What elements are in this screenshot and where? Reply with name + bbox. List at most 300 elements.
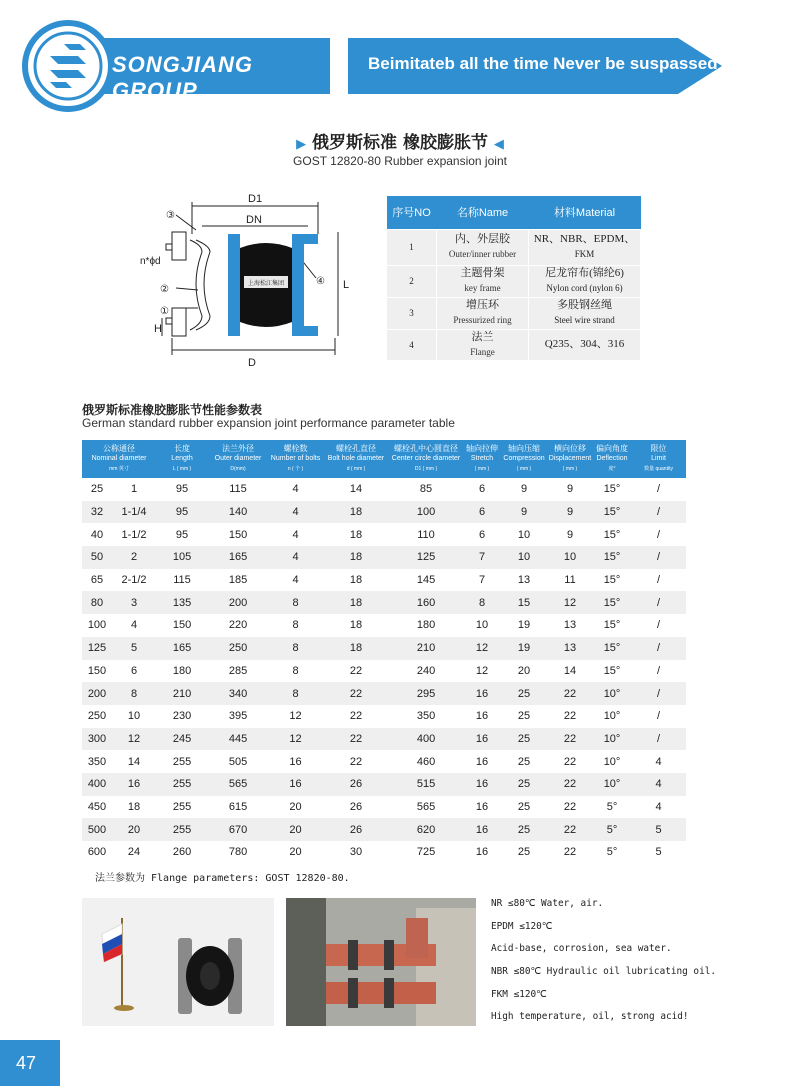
table-cell: 565 [208,773,268,796]
perf-header-en: Nominal diameter [91,455,147,462]
note-line: NBR ≤80℃ Hydraulic oil lubricating oil. [491,966,717,978]
table-cell: 8 [112,682,156,705]
perf-header-en: Number of bolts [270,455,321,462]
material-value-2: Steel wire strand [554,315,615,325]
table-row [82,569,686,592]
table-row [82,728,686,751]
table-cell: 95 [175,528,189,541]
table-cell: 6 [478,483,486,496]
perf-header-unit: ( mm ) [474,466,490,472]
table-cell: 115 [229,483,247,496]
table-cell: 10 [547,546,593,569]
table-cell: 8 [268,637,323,660]
label-bolts: n*ϕd [140,256,161,267]
table-cell: / [631,728,686,751]
label-1: ① [160,306,169,317]
table-cell: / [631,637,686,660]
brand-name: SONGJIANG GROUP [112,52,254,103]
table-cell: 460 [416,755,436,768]
note-line: Acid-base, corrosion, sea water. [491,943,672,955]
table-row [82,682,686,705]
perf-header-cn: 轴向压缩 [508,444,541,453]
table-row [82,523,686,546]
table-cell: 25 [517,800,531,813]
table-cell: 500 [82,818,112,841]
table-cell: 18 [323,637,389,660]
table-cell: 18 [349,528,363,541]
table-cell: 150 [172,619,192,632]
table-cell: 450 [87,800,107,813]
triangle-left-icon: ◀ [493,137,504,152]
table-cell: 150 [228,528,248,541]
table-cell: 255 [172,755,192,768]
table-cell: 25 [501,818,547,841]
installation-photo [286,898,476,1026]
table-row [82,591,686,614]
table-cell: 18 [323,591,389,614]
material-row [387,297,641,329]
table-cell: 22 [349,755,363,768]
perf-header-en: Length [171,455,193,462]
table-cell: 7 [478,574,486,587]
table-cell: 10° [593,773,631,796]
table-cell: 26 [323,818,389,841]
table-cell: 26 [349,800,363,813]
table-cell: 400 [389,728,463,751]
table-cell: / [656,710,661,723]
label-l: L [343,279,350,291]
table-cell: / [631,682,686,705]
table-cell: 22 [349,710,363,723]
table-cell: 230 [172,710,192,723]
table-cell: 105 [156,546,208,569]
table-cell: / [631,591,686,614]
table-cell: 15° [603,483,621,496]
table-cell: 15° [593,591,631,614]
perf-header-unit: ( mm ) [562,466,578,472]
material-header-no: 序号NO [387,196,437,229]
table-cell: 150 [87,664,107,677]
table-cell: 9 [566,483,574,496]
table-cell: 260 [172,846,192,859]
table-cell: / [656,528,661,541]
perf-header-cell [208,440,268,478]
table-cell: 2 [112,546,156,569]
table-cell: 15° [593,637,631,660]
table-row [82,501,686,524]
material-value [529,265,641,297]
table-cell: 22 [547,682,593,705]
perf-header-en: Outer diameter [214,455,262,462]
material-row [387,329,641,360]
table-cell: 32 [82,501,112,524]
table-cell: 110 [417,528,435,541]
material-table [386,196,641,361]
table-cell: 19 [501,637,547,660]
table-cell: 515 [389,773,463,796]
table-cell: 20 [517,664,531,677]
product-title-en: GOST 12820-80 Rubber expansion joint [293,154,507,168]
flange-footnote: 法兰参数为 Flange parameters: GOST 12820-80. [95,873,350,884]
table-cell: 340 [208,682,268,705]
table-cell: 15° [603,528,621,541]
table-cell: 505 [228,755,248,768]
table-cell: 10 [475,619,489,632]
slogan-text: Beimitateb all the time Never be suspassed [368,54,718,73]
table-cell: / [631,501,686,524]
table-cell: 16 [475,800,489,813]
table-cell: 9 [520,483,528,496]
table-cell: 255 [156,818,208,841]
table-row [82,637,686,660]
table-cell: 350 [416,710,436,723]
table-cell: 8 [268,682,323,705]
table-cell: 600 [87,846,107,859]
table-cell: 220 [228,619,248,632]
table-cell: 100 [87,619,107,632]
material-name [437,297,529,329]
table-cell: 16 [463,818,501,841]
table-cell: 9 [501,501,547,524]
table-cell: 24 [127,846,141,859]
table-cell: 615 [228,800,248,813]
page-number: 47 [16,1053,37,1073]
table-cell: 180 [172,664,192,677]
table-cell: 240 [416,664,436,677]
table-cell: 95 [175,483,189,496]
table-cell: 210 [389,637,463,660]
table-cell: 4 [130,619,138,632]
table-cell: 16 [475,710,489,723]
logo-mark-icon [28,26,108,106]
table-cell: 4 [655,755,662,768]
table-cell: 95 [156,501,208,524]
product-photo [82,898,274,1026]
note-line: FKM ≤120℃ [491,988,547,1000]
material-name-cn: 主题骨架 [460,267,505,279]
perf-header-cell [323,440,389,478]
table-cell: 8 [292,619,299,632]
table-cell: / [656,664,661,677]
material-value-1: NR、NBR、EPDM、 [533,233,636,245]
table-cell: 22 [563,710,577,723]
table-cell: 250 [208,637,268,660]
table-cell: 125 [82,637,112,660]
table-cell: 255 [172,800,192,813]
table-cell: 4 [631,773,686,796]
table-cell: 85 [419,483,433,496]
product-title-cn-text: 俄罗斯标准 橡胶膨胀节 [312,133,488,153]
table-cell: 14 [127,755,141,768]
table-cell: 185 [228,574,248,587]
table-cell: 10° [603,710,621,723]
table-cell: 5° [606,846,618,859]
table-cell: 6 [478,528,486,541]
table-cell: 16 [268,773,323,796]
table-row [82,660,686,683]
table-cell: 200 [82,682,112,705]
table-cell: 400 [82,773,112,796]
table-cell: 12 [268,728,323,751]
material-value-2: FKM [574,249,595,259]
table-cell: 16 [475,846,489,859]
table-cell: 16 [289,755,302,768]
table-cell: 140 [208,501,268,524]
table-cell: 25 [517,710,531,723]
material-value-2: Nylon cord (nylon 6) [546,283,623,293]
table-cell: 300 [82,728,112,751]
perf-header-cn: 横向位移 [554,444,587,453]
table-cell: 50 [82,546,112,569]
table-cell: 165 [156,637,208,660]
section-title-cn: 俄罗斯标准橡胶膨胀节性能参数表 [82,403,263,417]
perf-header-unit: 度° [608,466,616,472]
triangle-right-icon: ▶ [296,137,307,152]
perf-header-en: Bolt hole diameter [327,455,385,462]
table-cell: 285 [228,664,248,677]
table-cell: 9 [566,528,574,541]
table-cell: 15° [593,546,631,569]
perf-header-en: Displacement [548,455,592,462]
table-cell: 25 [501,682,547,705]
table-row [82,705,686,728]
material-no: 1 [387,229,437,265]
table-cell: 14 [563,664,577,677]
perf-header-unit: ( mm ) [516,466,532,472]
table-cell: / [656,619,661,632]
table-cell: 135 [156,591,208,614]
perf-header-en: Compression [503,455,545,462]
table-cell: 145 [416,574,436,587]
note-line: High temperature, oil, strong acid! [491,1011,689,1023]
perf-header-unit: D(mm) [230,466,246,472]
material-name [437,265,529,297]
table-cell: 18 [323,501,389,524]
material-header-material: 材料Material [529,196,641,229]
perf-header-cell [389,440,463,478]
perf-header-cell [593,440,631,478]
table-cell: 22 [547,818,593,841]
table-cell: 18 [349,574,363,587]
table-cell: 11 [564,574,576,587]
industrial-pipe-illustration [286,898,476,1026]
material-name-cn: 增压环 [466,299,499,311]
table-cell: 12 [289,710,302,723]
table-cell: 25 [501,773,547,796]
table-cell: 780 [228,846,248,859]
table-cell: / [631,546,686,569]
perf-header-unit: D1 ( mm ) [414,466,438,472]
table-cell: 20 [289,846,302,859]
perf-header-cn: 限位 [650,444,667,453]
label-h: H [154,323,162,335]
table-cell: 1-1/4 [112,501,156,524]
perf-header-cn: 长度 [174,444,191,453]
table-cell: 16 [463,682,501,705]
table-cell: 725 [416,846,436,859]
table-cell: 25 [90,483,104,496]
material-value-1: Q235、304、316 [544,338,625,350]
perf-header-unit: n ( 个 ) [287,466,304,472]
perf-header-cn: 偏向角度 [596,444,629,453]
material-no: 3 [387,297,437,329]
table-row [82,614,686,637]
material-value [529,297,641,329]
joint-drawing [140,190,360,370]
table-cell: / [656,574,661,587]
table-cell: 22 [323,682,389,705]
perf-header-cn: 螺栓孔中心圆直径 [394,444,459,453]
table-cell: 65 [90,574,104,587]
perf-header-cell [156,440,208,478]
table-cell: 565 [416,800,436,813]
table-cell: 125 [389,546,463,569]
material-value [529,329,641,360]
material-name-en: Pressurized ring [453,315,512,325]
note-line: EPDM ≤120℃ [491,920,553,932]
material-no: 2 [387,265,437,297]
material-value-1: 尼龙帘布(锦纶6) [545,267,624,279]
table-cell: 20 [268,818,323,841]
table-cell: 30 [349,846,363,859]
table-cell: 15° [593,501,631,524]
table-cell: 5° [606,800,618,813]
table-cell: 22 [323,728,389,751]
table-cell: 180 [416,619,436,632]
table-cell: 22 [547,728,593,751]
table-cell: 250 [87,710,107,723]
table-cell: 22 [563,800,577,813]
table-cell: 165 [208,546,268,569]
table-cell: 10 [517,528,531,541]
expansion-joint-diagram [140,190,360,370]
table-cell: 15 [501,591,547,614]
table-cell: 10 [501,546,547,569]
label-dn: DN [246,214,262,226]
material-row [387,229,641,265]
table-cell: 100 [389,501,463,524]
table-cell: 9 [547,501,593,524]
perf-header-cell [268,440,323,478]
table-cell: 3 [112,591,156,614]
table-cell: 5° [593,818,631,841]
rubber-joint-photo-illustration [82,898,274,1026]
company-logo [22,20,114,112]
section-title-en: German standard rubber expansion joint performance parameter table [82,416,455,430]
perf-header-cn: 螺栓孔直径 [336,444,377,453]
perf-header-cn: 公称通径 [103,444,135,453]
table-cell: 4 [292,574,299,587]
material-row [387,265,641,297]
product-title-cn [0,128,800,153]
material-header-name: 名称Name [437,196,529,229]
table-cell: 6 [463,501,501,524]
table-cell: 5 [655,846,662,859]
material-name [437,229,529,265]
performance-table [82,440,686,864]
table-cell: 13 [517,574,531,587]
label-4: ④ [316,276,325,287]
label-d: D [248,357,256,369]
table-cell: 395 [228,710,248,723]
table-cell: 445 [208,728,268,751]
table-row [82,818,686,841]
table-cell: 160 [389,591,463,614]
table-cell: 4 [655,800,662,813]
table-cell: 10 [127,710,141,723]
material-value-1: 多股钢丝绳 [557,299,612,311]
table-cell: 12 [475,664,489,677]
table-cell: 22 [563,755,577,768]
table-cell: 10° [603,755,621,768]
header-brand-banner [0,38,330,103]
table-cell: 22 [563,846,577,859]
perf-header-cell [82,440,156,478]
table-cell: 1 [130,483,138,496]
table-cell: 22 [547,773,593,796]
table-cell: / [656,483,661,496]
perf-header-cell [501,440,547,478]
table-cell: 210 [156,682,208,705]
table-cell: 5 [112,637,156,660]
table-cell: 20 [289,800,302,813]
table-cell: 12 [547,591,593,614]
table-cell: 5 [631,818,686,841]
material-name-cn: 法兰 [471,330,494,343]
material-name-en: key frame [464,283,501,293]
table-cell: 20 [112,818,156,841]
table-cell: 245 [156,728,208,751]
table-cell: 25 [517,846,531,859]
table-cell: 350 [87,755,107,768]
material-name-en: Outer/inner rubber [448,249,517,259]
table-cell: 18 [127,800,141,813]
material-name-cn: 内、外层胶 [455,233,510,245]
table-cell: 13 [547,637,593,660]
table-cell: 4 [268,501,323,524]
table-cell: 22 [349,664,363,677]
table-cell: 2-1/2 [121,574,147,587]
table-cell: 18 [349,619,363,632]
table-cell: 16 [112,773,156,796]
table-cell: 13 [563,619,577,632]
page-number-box [0,1040,60,1086]
table-cell: 670 [208,818,268,841]
material-name [437,329,529,360]
perf-header-cell [547,440,593,478]
label-3: ③ [166,210,175,221]
table-cell: 12 [112,728,156,751]
table-cell: 6 [130,664,138,677]
diagram-plate-text: 上海松江集团 [247,280,285,287]
table-cell: 4 [268,546,323,569]
table-cell: 255 [156,773,208,796]
table-cell: 40 [90,528,104,541]
table-cell: 25 [501,728,547,751]
table-row [82,478,686,501]
table-cell: 80 [82,591,112,614]
material-no: 4 [387,329,437,360]
perf-header-en: Stretch [470,455,494,462]
table-cell: 18 [323,546,389,569]
table-row [82,773,686,796]
perf-header-cell [631,440,686,478]
material-value [529,229,641,265]
perf-header-unit: L ( mm ) [172,466,192,472]
table-cell: 4 [292,528,299,541]
table-row [82,546,686,569]
table-cell: 200 [208,591,268,614]
